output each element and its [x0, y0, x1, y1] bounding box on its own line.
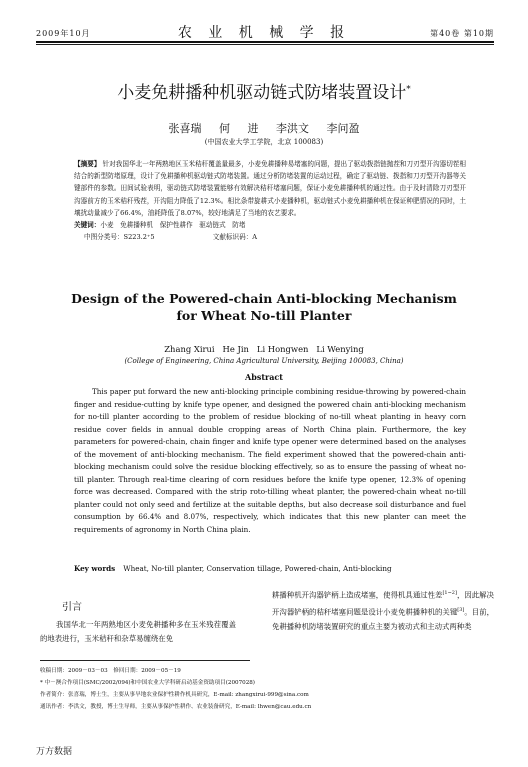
- header-date: 2009年10月: [36, 29, 91, 38]
- citation: [3]: [457, 606, 465, 613]
- footnote-dates: 收稿日期：2009－03－03 修回日期：2009－05－19: [40, 668, 181, 674]
- title-footnote-mark: *: [406, 84, 411, 95]
- watermark: 万方数据: [36, 747, 73, 757]
- intro-text-c: 。目前，免耕播种机防堵装置研究的重点主要为被动式和主动式两种类: [272, 607, 494, 631]
- keywords-cn-label: 关键词：: [74, 221, 101, 230]
- header-rule: [36, 41, 494, 43]
- keywords-cn-text: 小麦 免耕播种机 保护性耕作 驱动链式 防堵: [100, 221, 246, 230]
- intro-text-b: ，因此解决开沟器铲柄的秸秆堵塞问题是设计小麦免耕播种机的关键: [272, 590, 494, 617]
- abstract-cn-text: 针对我国华北一年两熟地区玉米秸秆覆盖量最多，小麦免耕播种易堵塞的问题，提出了驱动拨指链抛茬和刀刃型开沟器切茬相结合的新型防堵原理，设计了免耕播种机驱动链式防堵装置。通过分析防堵装置的运动过程，确定了驱动链、拨指和刀刃型开沟器等关键部件的参数。田间试验表明，驱动链式防堵装置能够有效解决秸秆堵塞问题，保证小麦免耕播种机的通过性。由于及时清除刀刃型开沟器前方的玉米秸秆残茬，开沟阻力降低了12.3%。相比条带旋耕式小麦播种机，驱动链式小麦免耕播种机在保证种肥情况的同时，土壤扰动量减少了66.4%，油耗降低了8.07%，较好地满足了当地的农艺要求。: [74, 160, 467, 217]
- authors-en: Zhang Xirui He Jin Li Hongwen Li Wenying: [164, 344, 364, 354]
- abstract-en-heading: Abstract: [245, 372, 283, 382]
- author-name: 李洪文: [276, 122, 309, 135]
- footnote-corresponding: 通讯作者：李洪文，教授，博士生导师，主要从事保护性耕作、农业装备研究，E-mail: lhwen@cau.edu.cn: [40, 704, 312, 710]
- keywords-en: [74, 564, 474, 573]
- abstract-en-text: This paper put forward the new anti-blocking principle combining residue-throwing by powered-chain finger and residue-cutting by knife type opener, and designed the powered chain anti-blocking mechanism for no-till planter according to the problem of residue blocking of no-till wheat planting in heavy corn residue cover fields in annual double cropping areas of North China plain. Furthermore, the key parameters for powered-chain, chain finger and knife type opener were determined based on the analyses of the movement of anti-blocking mechanism. The field experiment showed that the powered-chain anti-blocking mechanism could solve the residue blocking effectively, so as to ensure the passing of wheat no-till planter. Through real-time clearing of corn residues before the knife type opener, 12.3% of opening force was decreased. Compared with the strip roto-tilling wheat planter, the powered-chain wheat no-till planter could not only seed and fertilize at the suitable depths, but also decrease soil disturbance and fuel consumption by 66.4% and 8.07%, respectively, which indicates that this new planter can meet the requirements of agronomy in North China plain.: [74, 387, 466, 534]
- intro-left-column: 我国华北一年两熟地区小麦免耕播种多在玉米残茬覆盖的地表进行，玉米秸秆和杂草易缠绕在免: [40, 620, 236, 643]
- keywords-en-label: Key words: [74, 564, 116, 573]
- footnote-author: 作者简介：张喜瑞，博士生，主要从事旱地农业保护性耕作机具研究，E-mail: zhangxirui-999@sina.com: [40, 692, 309, 698]
- author-name: 李问盈: [326, 122, 360, 135]
- title-en-line1: Design of the Powered-chain Anti-blocking Mechanism: [71, 291, 457, 306]
- intro-text-a: 耕播种机开沟器铲柄上造成堵塞，使得机具通过性差: [272, 590, 443, 600]
- authors-cn: [0, 120, 528, 136]
- citation: [1~2]: [442, 590, 457, 596]
- intro-right-column: [272, 586, 494, 634]
- affiliation-en: (College of Engineering, China Agricultural University, Beijing 100083, China): [124, 357, 404, 365]
- title-cn-text: 小麦免耕播种机驱动链式防堵装置设计: [117, 83, 407, 103]
- journal-name: 农 业 机 械 学 报: [177, 25, 351, 41]
- author-name: 张喜瑞: [168, 122, 202, 135]
- abstract-cn-label: 【摘要】: [74, 160, 101, 168]
- header-rule-thin: [36, 44, 494, 45]
- footnote-fund: * 中－澳合作项目(SMC/2002/094)和中国农业大学科研启动基金资助项目(2007028): [40, 680, 255, 686]
- title-en-line2: for Wheat No-till Planter: [176, 308, 352, 323]
- affiliation-cn: (中国农业大学工学院，北京 100083): [204, 138, 324, 146]
- clc-number: 中图分类号：S223.2⁺5: [84, 233, 155, 242]
- abstract-cn: [74, 158, 466, 243]
- section-heading-intro: 引言: [62, 602, 82, 613]
- paper-title-en: [0, 290, 528, 324]
- classification-line: [74, 231, 466, 243]
- keywords-cn: [74, 219, 466, 231]
- author-name: 何 进: [219, 122, 259, 135]
- paper-title-cn: [0, 78, 528, 103]
- document-code: 文献标识码：A: [212, 233, 258, 242]
- keywords-en-text: Wheat, No-till planter, Conservation tillage, Powered-chain, Anti-blocking: [123, 564, 392, 573]
- footnote-rule: [40, 660, 250, 661]
- header-volume: 第40卷 第10期: [430, 29, 494, 38]
